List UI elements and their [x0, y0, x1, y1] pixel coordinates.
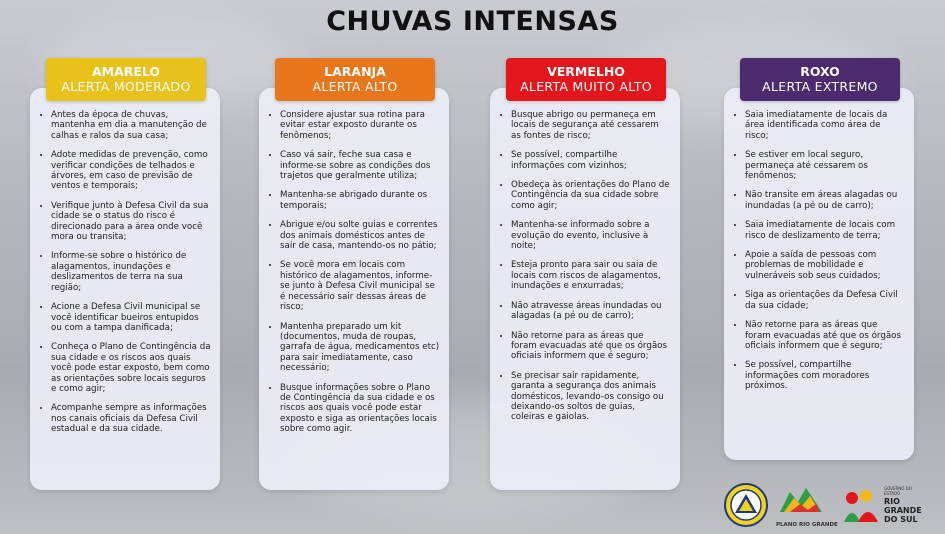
list-item: • Não retorne para as áreas que foram evacuadas até que os órgãos oficiais informem que é seguro;	[745, 320, 905, 351]
list-item: • Se estiver em local seguro, permaneça até cessarem os fenômenos;	[745, 150, 905, 181]
alert-level-label: AMARELO	[91, 64, 161, 79]
governo-label: RIO GRANDE DO SUL	[884, 497, 922, 524]
list-item: • Obedeça às orientações do Plano de Contingência da sua cidade sobre como agir;	[511, 180, 671, 211]
list-item: • Saia imediatamente de locais com risco de deslizamento de terra;	[745, 220, 905, 241]
list-item: • Busque informações sobre o Plano de Contingência da sua cidade e os riscos aos quais você pode estar exposto e siga as orientações locais sobre como agir.	[280, 383, 440, 435]
list-item: • Conheça o Plano de Contingência da sua cidade e os riscos aos quais você pode estar exposto, bem como as orientações sobre locais seguros e como agir;	[51, 342, 211, 394]
list-item: • Esteja pronto para sair ou saia de locais com riscos de alagamentos, inundações e enxurradas;	[511, 260, 671, 291]
alert-card	[259, 88, 449, 490]
alert-badge-amarelo	[46, 58, 206, 101]
alert-card	[30, 88, 220, 490]
governo-label-small: GOVERNO DO ESTADO	[884, 486, 912, 496]
list-item: • Busque abrigo ou permaneça em locais de segurança até cessarem as fontes de risco;	[511, 110, 671, 141]
alert-level-label: ROXO	[800, 64, 840, 79]
list-item: • Se precisar sair rapidamente, garanta a segurança dos animais domésticos, levando-os consigo ou deixando-os soltos de guias, coleiras e gaiolas.	[511, 371, 671, 423]
list-item: • Acompanhe sempre as informações nos canais oficiais da Defesa Civil estadual e da sua cidade.	[51, 403, 211, 434]
alert-level-label: LARANJA	[324, 64, 386, 79]
alert-level-subtitle: ALERTA MODERADO	[61, 79, 191, 94]
list-item: • Informe-se sobre o histórico de alagamentos, inundações e deslizamentos de terra na sua região;	[51, 251, 211, 293]
list-item: • Adote medidas de prevenção, como verificar condições de telhados e árvores, em caso de previsão de ventos e temporais;	[51, 150, 211, 192]
list-item: • Se você mora em locais com histórico de alagamentos, informe-se junto à Defesa Civil municipal se é necessário sair dessas áreas de risco;	[280, 260, 440, 312]
plano-rio-grande-label: PLANO RIO GRANDE	[776, 522, 838, 528]
page-title: CHUVAS INTENSAS	[326, 6, 619, 37]
list-item: • Caso vá sair, feche sua casa e informe-se sobre as condições dos trajetos que geralmente utiliza;	[280, 150, 440, 181]
defesa-civil-logo	[724, 483, 768, 527]
governo-rs-emblem-icon	[842, 488, 882, 524]
list-item: • Acione a Defesa Civil municipal se você identificar bueiros entupidos ou com a tampa danificada;	[51, 302, 211, 333]
plano-rio-grande-logo	[776, 484, 838, 528]
list-item: • Verifique junto à Defesa Civil da sua cidade se o status do risco é direcionado para a área onde você mora ou transita;	[51, 201, 211, 243]
list-item: • Mantenha-se informado sobre a evolução do evento, inclusive à noite;	[511, 220, 671, 251]
alert-level-subtitle: ALERTA MUITO ALTO	[520, 79, 652, 94]
list-item: • Mantenha-se abrigado durante os temporais;	[280, 190, 440, 211]
alert-card	[724, 88, 914, 460]
alert-badge-roxo	[740, 58, 900, 101]
alert-level-subtitle: ALERTA ALTO	[312, 79, 398, 94]
list-item: • Considere ajustar sua rotina para evitar estar exposto durante os fenômenos;	[280, 110, 440, 141]
governo-rs-logo	[842, 484, 926, 528]
list-item: • Se possível, compartilhe informações com vizinhos;	[511, 150, 671, 171]
list-item: • Mantenha preparado um kit (documentos, muda de roupas, garrafa de água, medicamentos etc) para sair imediatamente, caso necessário;	[280, 322, 440, 374]
list-item: • Não transite em áreas alagadas ou inundadas (a pé ou de carro);	[745, 190, 905, 211]
list-item: • Siga as orientações da Defesa Civil da sua cidade;	[745, 290, 905, 311]
alert-badge-laranja	[275, 58, 435, 101]
list-item: • Abrigue e/ou solte guias e correntes dos animais domésticos antes de sair de casa, mantendo-os no pátio;	[280, 220, 440, 251]
alert-level-label: VERMELHO	[547, 64, 625, 79]
alert-level-subtitle: ALERTA EXTREMO	[762, 79, 878, 94]
list-item: • Não retorne para as áreas que foram evacuadas até que os órgãos oficiais informem que é seguro;	[511, 331, 671, 362]
defesa-civil-seal-icon	[724, 483, 768, 527]
alert-card	[490, 88, 680, 490]
alert-badge-vermelho	[506, 58, 666, 101]
list-item: • Saia imediatamente de locais da área identificada como área de risco;	[745, 110, 905, 141]
plano-rio-grande-icon	[776, 484, 828, 518]
list-item: • Antes da época de chuvas, mantenha em dia a manutenção de calhas e ralos da sua casa;	[51, 110, 211, 141]
list-item: • Apoie a saída de pessoas com problemas de mobilidade e vulneráveis sob seus cuidados;	[745, 250, 905, 281]
list-item: • Não atravesse áreas inundadas ou alagadas (a pé ou de carro);	[511, 301, 671, 322]
list-item: • Se possível, compartilhe informações com moradores próximos.	[745, 360, 905, 391]
